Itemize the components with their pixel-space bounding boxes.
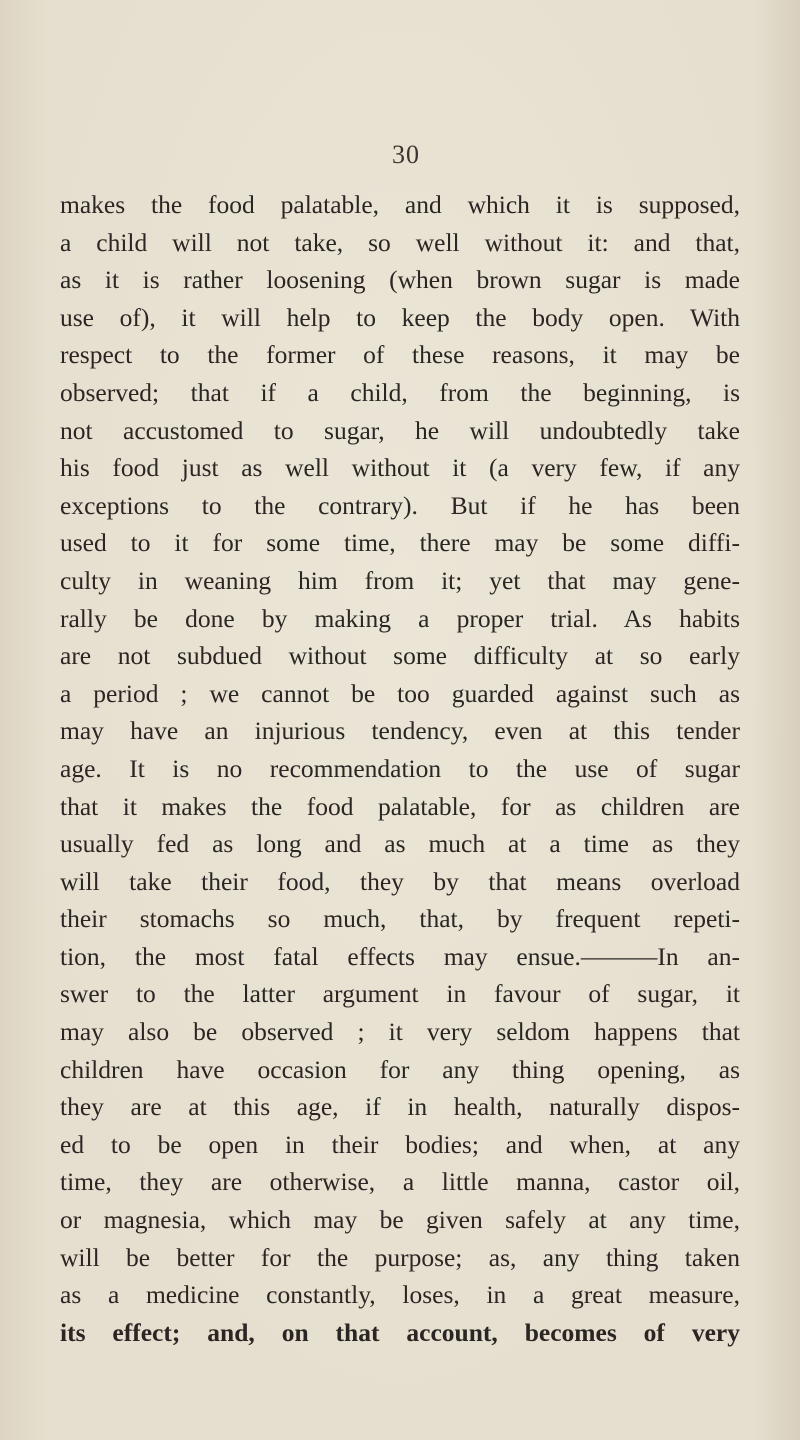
- text-line: will be better for the purpose; as, any thing taken: [60, 1242, 740, 1272]
- text-line: children have occasion for any thing opening, as: [60, 1054, 740, 1084]
- text-line: a child will not take, so well without it: and that,: [60, 227, 740, 257]
- text-line: their stomachs so much, that, by frequent repeti-: [60, 904, 740, 934]
- text-line: will take their food, they by that means overload: [60, 866, 740, 896]
- text-line: may also be observed ; it very seldom happens that: [60, 1017, 740, 1047]
- text-line: usually fed as long and as much at a time as they: [60, 829, 740, 859]
- body-text: [60, 186, 740, 1351]
- text-line: ed to be open in their bodies; and when, at any: [60, 1129, 740, 1159]
- text-line: as it is rather loosening (when brown sugar is made: [60, 265, 740, 295]
- text-line: they are at this age, if in health, naturally dispos-: [60, 1092, 740, 1122]
- text-line: respect to the former of these reasons, it may be: [60, 340, 740, 370]
- text-line: observed; that if a child, from the beginning, is: [60, 377, 740, 407]
- text-line: as a medicine constantly, loses, in a great measure,: [60, 1280, 740, 1310]
- text-line: may have an injurious tendency, even at this tender: [60, 716, 740, 746]
- text-line: a period ; we cannot be too guarded against such as: [60, 678, 740, 708]
- text-line: its effect; and, on that account, becomes of very: [60, 1317, 740, 1347]
- text-line: makes the food palatable, and which it is supposed,: [60, 190, 740, 219]
- text-line: rally be done by making a proper trial. As habits: [60, 603, 740, 633]
- text-line: tion, the most fatal effects may ensue.———In an-: [60, 941, 740, 971]
- text-line: exceptions to the contrary). But if he has been: [60, 490, 740, 520]
- text-line: used to it for some time, there may be some diffi-: [60, 528, 740, 558]
- text-line: or magnesia, which may be given safely at any time,: [60, 1205, 740, 1235]
- text-line: are not subdued without some difficulty at so early: [60, 641, 740, 671]
- text-line: swer to the latter argument in favour of sugar, it: [60, 979, 740, 1009]
- text-line: age. It is no recommendation to the use of sugar: [60, 753, 740, 783]
- text-line: that it makes the food palatable, for as children are: [60, 791, 740, 821]
- text-line: time, they are otherwise, a little manna, castor oil,: [60, 1167, 740, 1197]
- text-line: culty in weaning him from it; yet that may gene-: [60, 565, 740, 595]
- page-number: 30: [392, 140, 420, 169]
- text-line: his food just as well without it (a very few, if any: [60, 453, 740, 483]
- text-line: use of), it will help to keep the body open. With: [60, 302, 740, 332]
- text-line: not accustomed to sugar, he will undoubtedly take: [60, 415, 740, 445]
